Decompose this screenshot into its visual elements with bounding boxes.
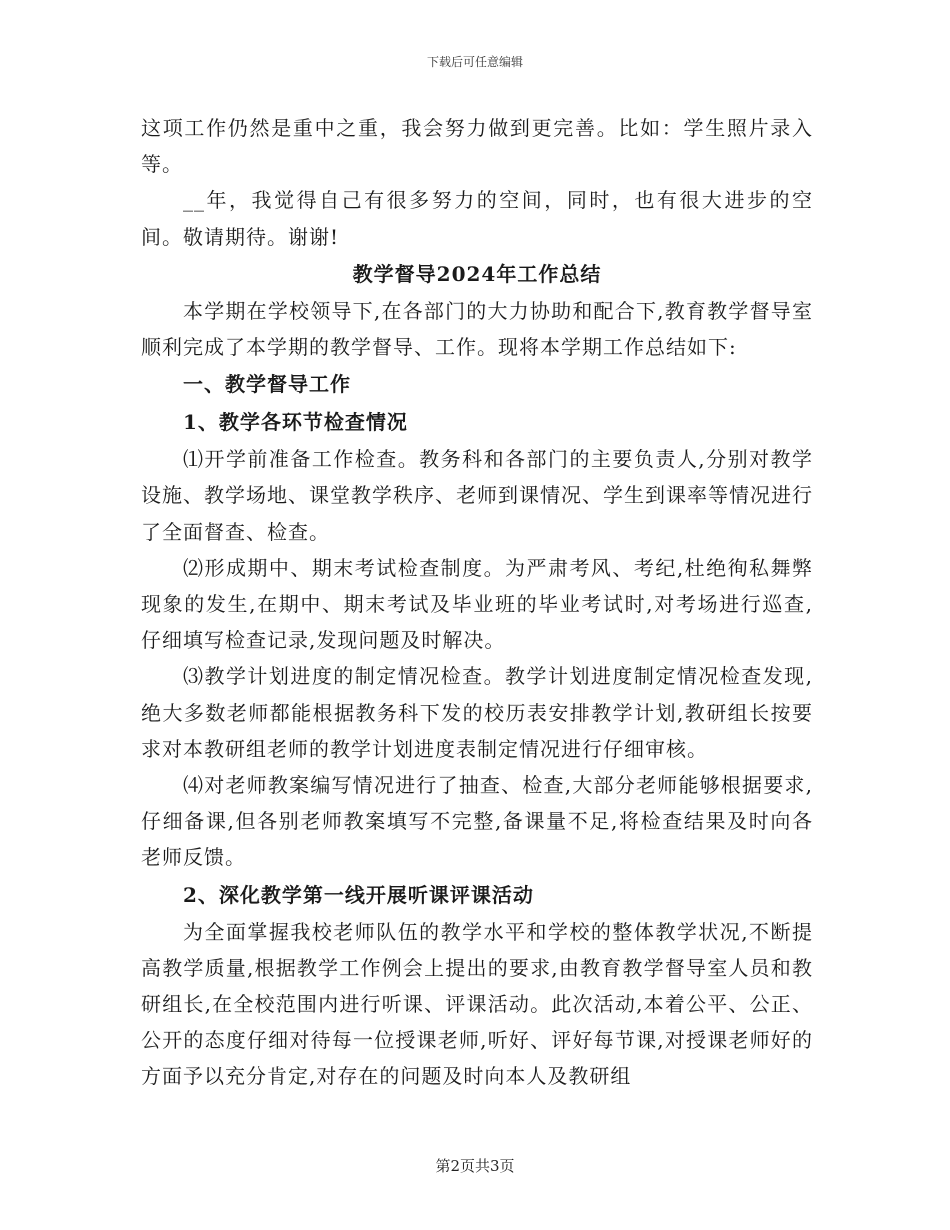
paragraph-listening-activity: 为全面掌握我校老师队伍的教学水平和学校的整体教学状况,不断提高教学质量,根据教学工作例会上提出的要求,由教育教学督导室人员和教研组长,在全校范围内进行听课、评课活动。此次活动,本着公平、公正、公开的态度仔细对待每一位授课老师,听好、评好每节课,对授课老师好的方面予以充分肯定,对存在的问题及时向本人及教研组 (141, 919, 813, 1089)
document-title: 教学督导2024年工作总结 (352, 261, 602, 286)
subsection-heading-2: 2、深化教学第一线开展听课评课活动 (183, 882, 534, 907)
page-header-note: 下载后可任意编辑 (426, 55, 523, 69)
document-body (141, 110, 813, 1095)
page-number: 第2页共3页 (435, 1157, 515, 1175)
section-heading-1: 一、教学督导工作 (183, 372, 351, 397)
subsection-heading-1: 1、教学各环节检查情况 (183, 410, 408, 435)
paragraph-item-3: ⑶教学计划进度的制定情况检查。教学计划进度制定情况检查发现,绝大多数老师都能根据教务科下发的校历表安排教学计划,教研组长按要求对本教研组老师的教学计划进度表制定情况进行仔细审核。 (141, 664, 813, 761)
paragraph-intro: 本学期在学校领导下,在各部门的大力协助和配合下,教育教学督导室顺利完成了本学期的教学督导、工作。现将本学期工作总结如下: (141, 298, 813, 360)
paragraph-item-2: ⑵形成期中、期末考试检查制度。为严肃考风、考纪,杜绝徇私舞弊现象的发生,在期中、期末考试及毕业班的毕业考试时,对考场进行巡查,仔细填写检查记录,发现问题及时解决。 (141, 555, 813, 653)
paragraph-closing: __年，我觉得自己有很多努力的空间，同时，也有很大进步的空间。敬请期待。谢谢! (141, 188, 813, 249)
paragraph-item-4: ⑷对老师教案编写情况进行了抽查、检查,大部分老师能够根据要求,仔细备课,但各别老师教案填写不完整,备课量不足,将检查结果及时向各老师反馈。 (141, 773, 813, 870)
paragraph-item-1: ⑴开学前准备工作检查。教务科和各部门的主要负责人,分别对教学设施、教学场地、课堂教学秩序、老师到课情况、学生到课率等情况进行了全面督查、检查。 (141, 447, 813, 544)
paragraph-continuation: 这项工作仍然是重中之重，我会努力做到更完善。比如：学生照片录入等。 (141, 116, 813, 177)
